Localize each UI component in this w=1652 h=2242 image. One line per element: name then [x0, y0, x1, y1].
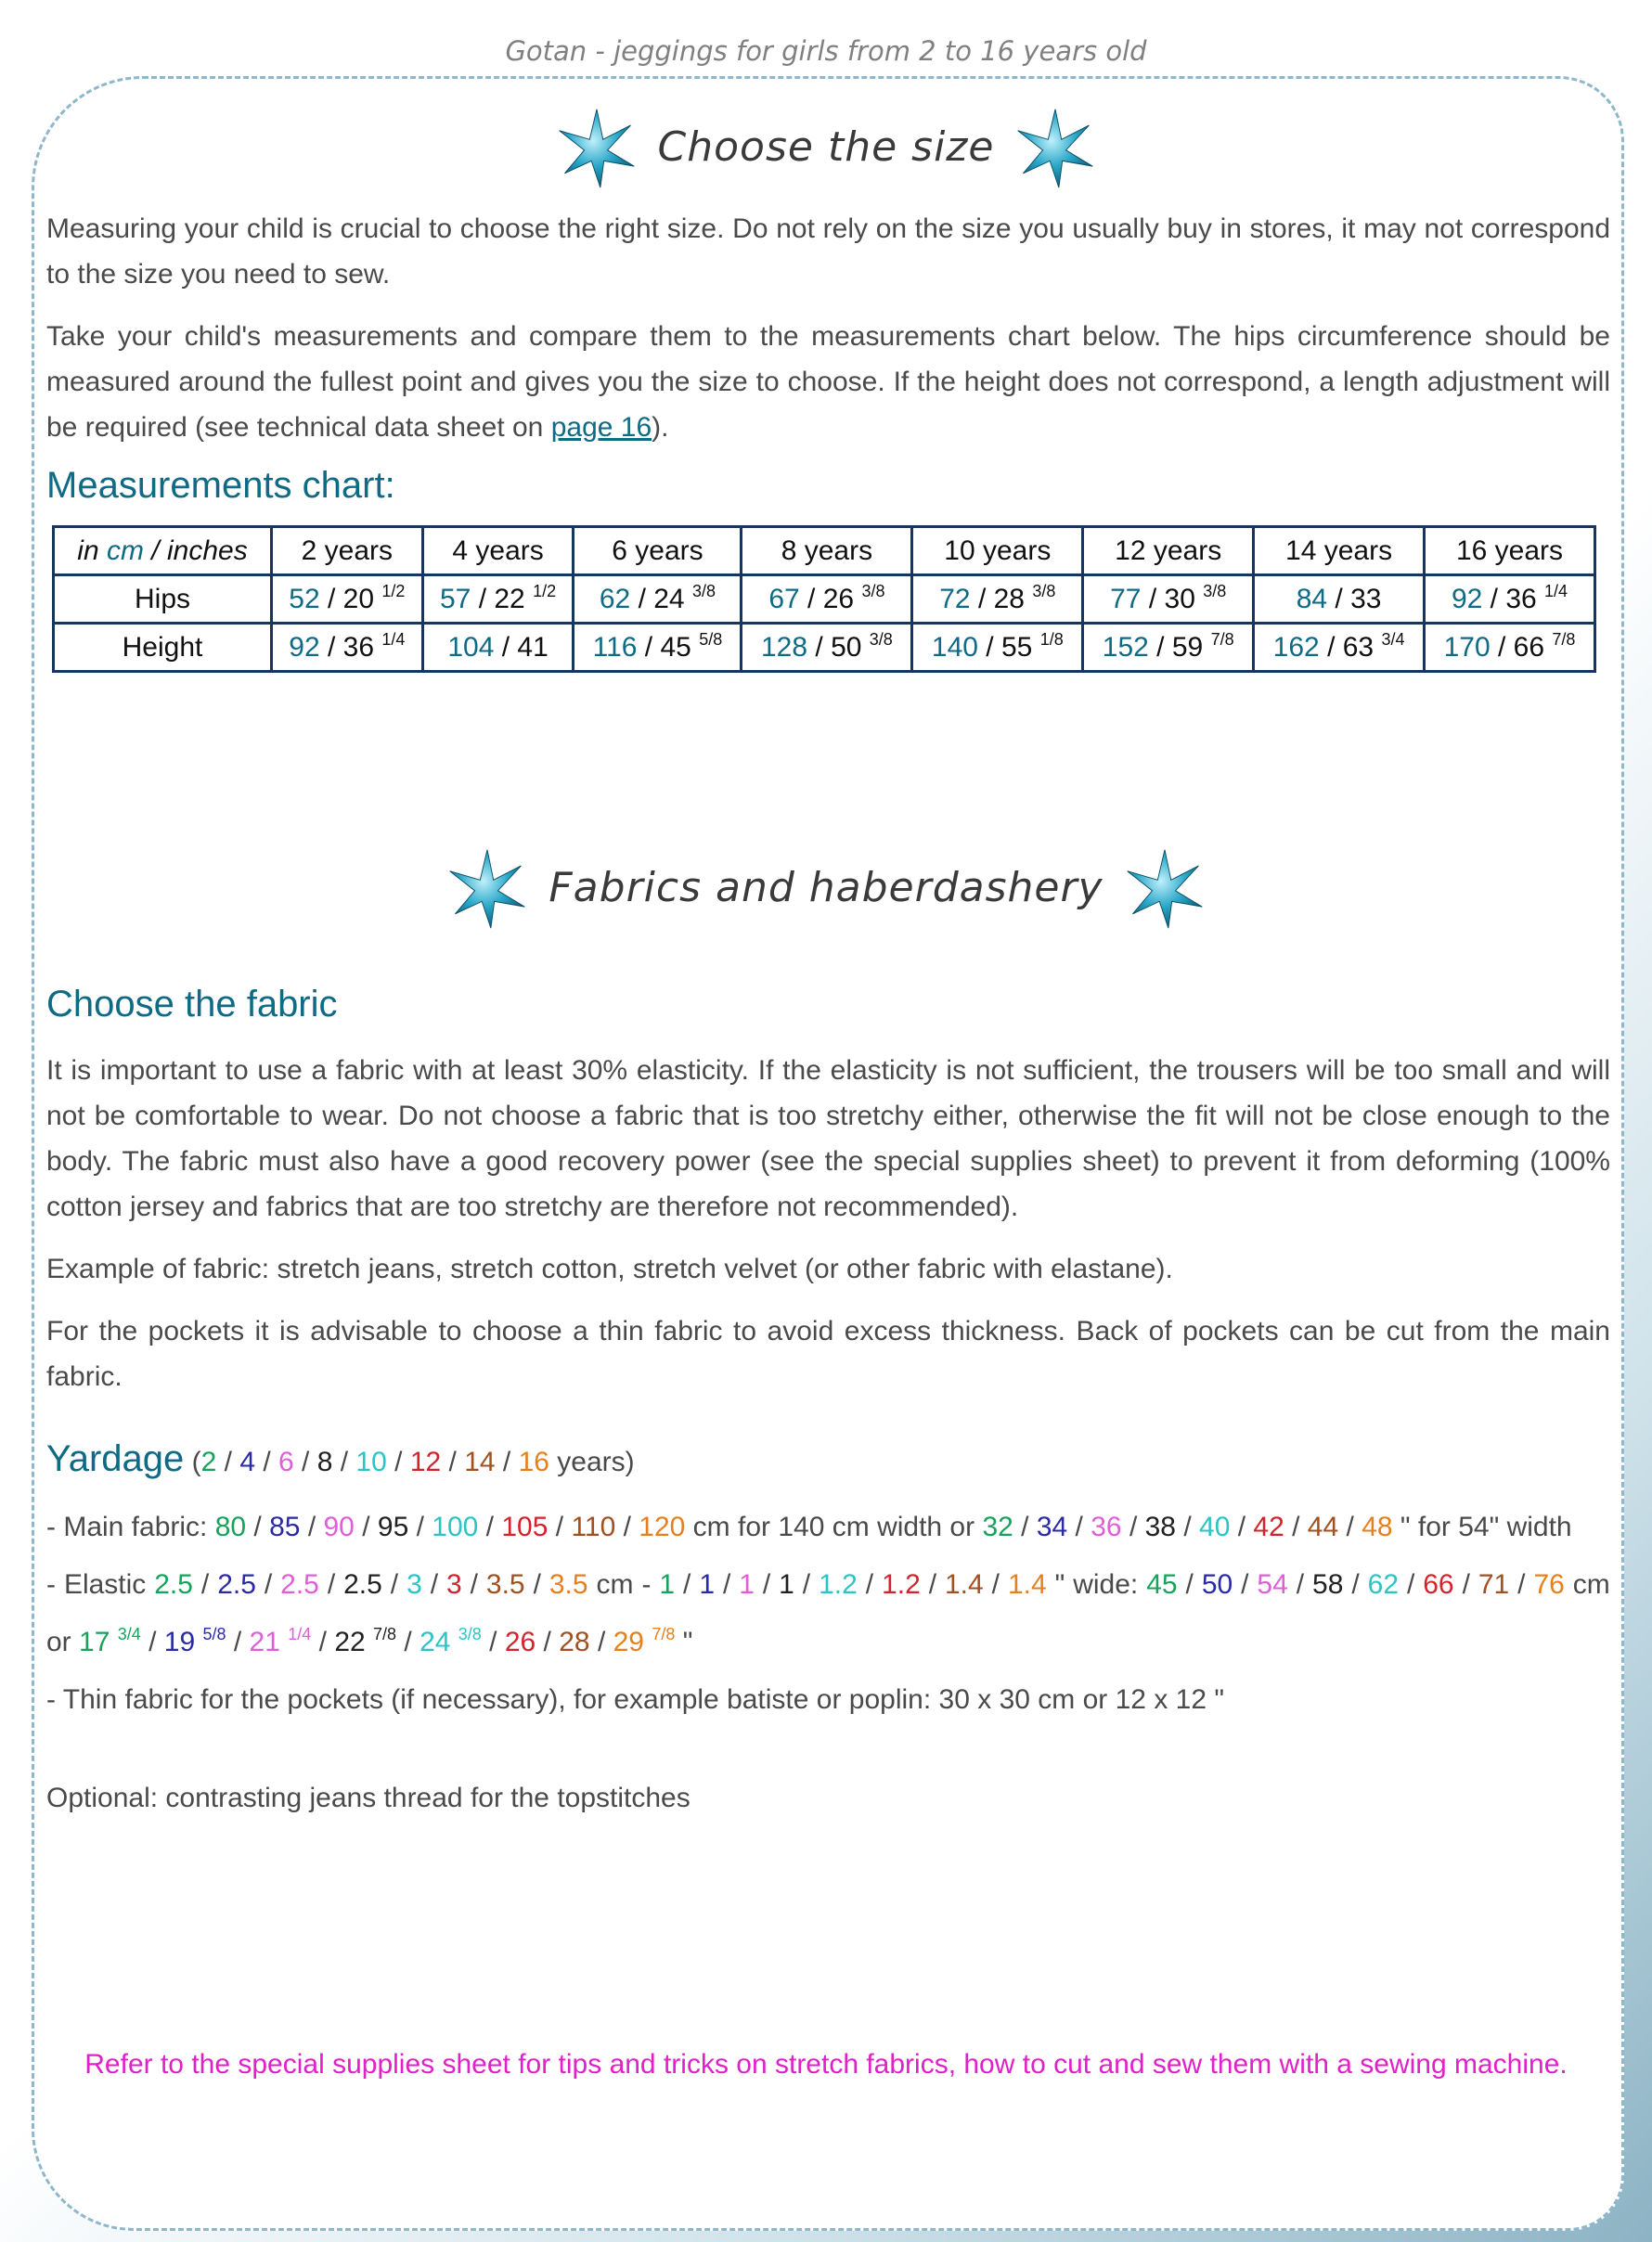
table-cell — [422, 624, 574, 672]
size-value: 1.4 — [945, 1569, 984, 1600]
thin-fabric-line: - Thin fabric for the pockets (if necessary), for example batiste or poplin: 30 x 30 cm or 12 x 12 " — [46, 1684, 1225, 1715]
inch-fraction: 3/8 — [1203, 581, 1227, 600]
cm-value: 77 — [1110, 583, 1142, 614]
table-cell — [1083, 575, 1254, 624]
size-value: 3 — [407, 1569, 422, 1600]
separator: / — [246, 1512, 270, 1542]
fabrics-title: Fabrics and haberdashery — [549, 863, 1103, 911]
inch-fraction: 3/8 — [691, 581, 716, 600]
separator: / — [589, 1627, 613, 1657]
size-value: 40 — [1199, 1512, 1231, 1542]
size-value: 58 — [1312, 1569, 1344, 1600]
size-value: 34 — [1036, 1512, 1068, 1542]
separator: / — [300, 1512, 324, 1542]
inch-value: 20 — [342, 583, 375, 614]
separator: / — [1013, 1512, 1037, 1542]
cm-value: 57 — [439, 583, 471, 614]
measurements-table — [52, 525, 1596, 673]
size-value: 10 — [355, 1447, 387, 1477]
separator: / — [1284, 1512, 1308, 1542]
size-value: 32 — [982, 1512, 1013, 1542]
size-value: 38 — [1144, 1512, 1176, 1542]
size-value: 2.5 — [217, 1569, 256, 1600]
inch-fraction: 3/4 — [1381, 629, 1405, 649]
choose-fabric-heading: Choose the fabric — [46, 984, 338, 1024]
cm-value: 140 — [931, 631, 978, 663]
separator: / — [255, 1447, 279, 1477]
column-header: 12 years — [1083, 527, 1254, 575]
table-cell — [912, 624, 1083, 672]
separator: / — [1230, 1512, 1254, 1542]
separator: / — [481, 1627, 505, 1657]
elastic-mid: " wide: — [1046, 1569, 1147, 1600]
size-value: 16 — [518, 1447, 549, 1477]
choose-size-title-row — [0, 102, 1652, 191]
size-value: 6 — [278, 1447, 294, 1477]
size-value-whole: 22 — [334, 1627, 366, 1657]
table-cell — [574, 624, 742, 672]
separator: / — [494, 631, 518, 663]
row-label: Hips — [54, 575, 272, 624]
separator: / — [807, 631, 832, 663]
separator: / — [441, 1447, 465, 1477]
yardage-sizes — [192, 1447, 635, 1477]
inch-value: 36 — [342, 631, 375, 663]
inch-fraction: 1/2 — [381, 581, 406, 600]
inch-value: 33 — [1350, 583, 1382, 614]
size-intro — [46, 206, 1610, 507]
table-cell — [1254, 575, 1425, 624]
size-value: 3 — [445, 1569, 462, 1600]
inch-fraction: 3/8 — [1032, 581, 1056, 600]
size-value — [164, 1627, 226, 1657]
inch-value: 30 — [1164, 583, 1195, 614]
cm-value: 104 — [447, 631, 495, 663]
column-header: 8 years — [742, 527, 912, 575]
separator: / — [318, 1569, 344, 1600]
separator: / — [1453, 1569, 1478, 1600]
separator: / — [354, 1512, 378, 1542]
fabric-paragraph-2: Example of fabric: stretch jeans, stretch cotton, stretch velvet (or other fabric with elastane). — [46, 1254, 1173, 1284]
size-value-whole: 28 — [559, 1627, 590, 1657]
column-header: 16 years — [1425, 527, 1595, 575]
size-value — [559, 1627, 589, 1657]
separator: / — [381, 1569, 407, 1600]
size-value: 45 — [1146, 1569, 1178, 1600]
optional-line: Optional: contrasting jeans thread for the topstitches — [46, 1783, 690, 1813]
inch-fraction: 5/8 — [699, 629, 723, 649]
cm-value: 52 — [289, 583, 320, 614]
cm-value: 72 — [939, 583, 971, 614]
separator: / — [630, 583, 654, 614]
separator: / — [548, 1512, 572, 1542]
inch-value: 45 — [660, 631, 691, 663]
size-value: 1.4 — [1007, 1569, 1047, 1600]
separator: / — [1343, 1569, 1368, 1600]
separator: / — [471, 583, 495, 614]
inch-fraction: 1/2 — [533, 581, 557, 600]
size-value: 71 — [1478, 1569, 1510, 1600]
cm-value: 62 — [599, 583, 631, 614]
separator: / — [1176, 1512, 1200, 1542]
separator: / — [754, 1569, 780, 1600]
sizes-suffix: years) — [549, 1447, 635, 1477]
separator: / — [192, 1569, 218, 1600]
table-cell — [1425, 624, 1595, 672]
separator: / — [255, 1569, 281, 1600]
size-value: 66 — [1423, 1569, 1454, 1600]
table-cell — [742, 575, 912, 624]
separator: / — [675, 1569, 700, 1600]
size-value: 85 — [269, 1512, 301, 1542]
size-value-whole: 24 — [419, 1627, 451, 1657]
elastic-mid: cm or — [46, 1569, 1610, 1657]
inch-fraction: 1/4 — [381, 629, 406, 649]
table-cell — [1425, 575, 1595, 624]
separator: / — [1233, 1569, 1258, 1600]
main-fabric-mid: cm for 140 cm width or — [685, 1512, 983, 1542]
size-value: 95 — [377, 1512, 409, 1542]
separator: / — [1327, 583, 1351, 614]
separator: / — [311, 1627, 335, 1657]
separator: / — [408, 1512, 432, 1542]
column-header: 14 years — [1254, 527, 1425, 575]
size-value: 1 — [699, 1569, 716, 1600]
size-value: 1.2 — [819, 1569, 858, 1600]
inch-fraction: 7/8 — [1210, 629, 1234, 649]
main-fabric-prefix: - Main fabric: — [46, 1512, 215, 1542]
separator: / — [1148, 631, 1172, 663]
size-value: 3.5 — [549, 1569, 588, 1600]
inch-value: 41 — [517, 631, 549, 663]
separator: / — [857, 1569, 883, 1600]
size-value — [505, 1627, 536, 1657]
size-value: 100 — [432, 1512, 479, 1542]
star-icon — [1120, 843, 1209, 932]
inch-value: 59 — [1171, 631, 1204, 663]
size-value: 50 — [1201, 1569, 1233, 1600]
size-value-whole: 21 — [249, 1627, 280, 1657]
size-value: 36 — [1091, 1512, 1122, 1542]
size-value: 2.5 — [343, 1569, 382, 1600]
inch-value: 22 — [494, 583, 525, 614]
fabrics-title-row — [0, 843, 1652, 932]
separator: / — [1067, 1512, 1091, 1542]
size-value: 2.5 — [280, 1569, 319, 1600]
inch-value: 66 — [1513, 631, 1545, 663]
star-icon — [552, 102, 641, 191]
separator: / — [615, 1512, 639, 1542]
separator: / — [386, 1447, 410, 1477]
size-value: 2.5 — [154, 1569, 193, 1600]
cm-value: 170 — [1443, 631, 1491, 663]
inch-fraction: 3/8 — [861, 581, 885, 600]
separator: / — [637, 631, 661, 663]
cm-value: 116 — [592, 631, 638, 663]
cm-value: 84 — [1296, 583, 1328, 614]
separator: / — [920, 1569, 945, 1600]
table-row-hips — [54, 575, 1595, 624]
column-header: 6 years — [574, 527, 742, 575]
elastic-suffix: " — [675, 1627, 693, 1657]
cm-value: 67 — [768, 583, 800, 614]
size-value: 1 — [739, 1569, 755, 1600]
separator: / — [1177, 1569, 1202, 1600]
supplies-note: Refer to the special supplies sheet for tips and tricks on stretch fabrics, how to cut and sew them with a sewing machine. — [84, 2049, 1568, 2080]
size-paragraph-2: Take your child's measurements and compare them to the measurements chart below. The hips circumference should be measured around the fullest point and gives you the size to choose. If the height does not correspond, a length adjustment will be required (see technical data sheet on page 16). — [46, 321, 1610, 443]
separator: / — [970, 583, 994, 614]
size-value: 12 — [409, 1447, 442, 1477]
cm-value: 92 — [289, 631, 320, 663]
size-value: 3.5 — [485, 1569, 525, 1600]
elastic-mid: cm - — [587, 1569, 660, 1600]
size-value: 120 — [639, 1512, 686, 1542]
cm-value: 128 — [761, 631, 808, 663]
paren: ( — [191, 1447, 201, 1477]
table-cell — [272, 624, 423, 672]
table-cell — [912, 575, 1083, 624]
size-value — [613, 1627, 676, 1657]
cm-value: 152 — [1102, 631, 1149, 663]
size-value: 48 — [1362, 1512, 1393, 1542]
elastic-prefix: - Elastic — [46, 1569, 155, 1600]
elastic-line — [46, 1556, 1610, 1671]
yardage-heading-line — [46, 1438, 1610, 1480]
separator: / — [794, 1569, 820, 1600]
separator: / — [1141, 583, 1165, 614]
separator: / — [799, 583, 823, 614]
row-label: Height — [54, 624, 272, 672]
size-value — [334, 1627, 396, 1657]
inch-fraction: 1/8 — [1039, 629, 1064, 649]
separator: / — [1121, 1512, 1145, 1542]
size-value: 1 — [659, 1569, 676, 1600]
size-value-fraction: 3/8 — [458, 1625, 482, 1643]
inch-fraction: 3/8 — [869, 629, 893, 649]
separator: / — [319, 583, 343, 614]
size-value: 1 — [779, 1569, 794, 1600]
separator: / — [1319, 631, 1343, 663]
cm-value: 162 — [1272, 631, 1320, 663]
main-fabric-line — [46, 1499, 1610, 1556]
table-cell — [1083, 624, 1254, 672]
separator: / — [977, 631, 1001, 663]
size-value: 8 — [316, 1447, 333, 1477]
size-value: 62 — [1367, 1569, 1400, 1600]
inch-value: 36 — [1505, 583, 1537, 614]
fabric-paragraph-3: For the pockets it is advisable to choose a thin fabric to avoid excess thickness. Back of pockets can be cut from the main fabric. — [46, 1316, 1610, 1392]
separator: / — [478, 1512, 502, 1542]
separator: / — [1482, 583, 1506, 614]
inch-value: 50 — [831, 631, 862, 663]
inch-value: 55 — [1000, 631, 1033, 663]
separator: / — [715, 1569, 740, 1600]
separator: / — [1338, 1512, 1362, 1542]
column-header: 4 years — [422, 527, 574, 575]
separator: / — [293, 1447, 317, 1477]
fabric-paragraph-1: It is important to use a fabric with at least 30% elasticity. If the elasticity is not sufficient, the trousers will be too small and will not be comfortable to wear. Do not choose a fabric that is too stretchy either, otherwise the fit will not be close enough to the body. The fabric must also have a good recovery power (see the special supplies sheet) to prevent it from deforming (100% cotton jersey and fabrics that are too stretchy are therefore not recommended). — [46, 1055, 1610, 1222]
separator: / — [332, 1447, 356, 1477]
separator: / — [1509, 1569, 1534, 1600]
size-value-fraction: 7/8 — [652, 1625, 676, 1643]
cm-value: 92 — [1451, 583, 1483, 614]
separator: / — [461, 1569, 486, 1600]
size-value: 14 — [464, 1447, 496, 1477]
table-cell — [1254, 624, 1425, 672]
separator: / — [421, 1569, 446, 1600]
size-paragraph-1: Measuring your child is crucial to choose the right size. Do not rely on the size you usually buy in stores, it may not correspond to the size you need to sew. — [46, 213, 1610, 290]
inch-value: 28 — [993, 583, 1025, 614]
table-cell — [272, 575, 423, 624]
size-value: 80 — [214, 1512, 247, 1542]
inch-fraction: 1/4 — [1544, 581, 1568, 600]
table-cell — [574, 575, 742, 624]
page-16-link[interactable]: page 16 — [550, 412, 652, 443]
size-value — [250, 1627, 312, 1657]
fabric-body — [46, 984, 1610, 1821]
table-row-height — [54, 624, 1595, 672]
separator: / — [319, 631, 343, 663]
size-value-whole: 17 — [79, 1627, 110, 1657]
size-value — [79, 1627, 141, 1657]
column-header: 2 years — [272, 527, 423, 575]
size-value: 105 — [501, 1512, 549, 1542]
size-value-fraction: 3/4 — [117, 1625, 141, 1643]
star-icon — [1011, 102, 1100, 191]
size-value-fraction: 7/8 — [373, 1625, 397, 1643]
size-value: 42 — [1253, 1512, 1284, 1542]
table-header-row — [54, 527, 1595, 575]
size-value: 110 — [571, 1512, 616, 1542]
table-cell — [422, 575, 574, 624]
choose-size-title: Choose the size — [657, 122, 995, 171]
separator: / — [524, 1569, 549, 1600]
size-value-fraction: 5/8 — [202, 1625, 226, 1643]
size-value-fraction: 1/4 — [288, 1625, 312, 1643]
size-value: 90 — [323, 1512, 355, 1542]
separator: / — [216, 1447, 240, 1477]
size-value: 4 — [239, 1447, 255, 1477]
size-value: 1.2 — [882, 1569, 921, 1600]
size-value-whole: 19 — [163, 1627, 196, 1657]
inch-value: 63 — [1342, 631, 1375, 663]
separator: / — [983, 1569, 1008, 1600]
unit-header-cell: in cm / inches — [54, 527, 272, 575]
separator: / — [226, 1627, 250, 1657]
size-value: 76 — [1533, 1569, 1565, 1600]
size-value-whole: 26 — [504, 1627, 536, 1657]
star-icon — [443, 843, 532, 932]
separator: / — [1287, 1569, 1313, 1600]
separator: / — [140, 1627, 164, 1657]
separator: / — [1399, 1569, 1424, 1600]
document-header: Gotan - jeggings for girls from 2 to 16 years old — [505, 35, 1147, 67]
separator: / — [396, 1627, 420, 1657]
size-value: 54 — [1257, 1569, 1288, 1600]
yardage-heading: Yardage — [46, 1438, 185, 1479]
size-value: 2 — [200, 1447, 217, 1477]
separator: / — [495, 1447, 519, 1477]
separator: / — [1490, 631, 1514, 663]
inch-value: 26 — [822, 583, 855, 614]
measurements-chart-heading: Measurements chart: — [46, 465, 395, 506]
column-header: 10 years — [912, 527, 1083, 575]
size-value-whole: 29 — [613, 1627, 644, 1657]
inch-fraction: 7/8 — [1552, 629, 1576, 649]
inch-value: 24 — [653, 583, 685, 614]
size-value: 44 — [1307, 1512, 1339, 1542]
separator: / — [536, 1627, 560, 1657]
size-value — [419, 1627, 482, 1657]
main-fabric-suffix: " for 54" width — [1392, 1512, 1572, 1542]
table-cell — [742, 624, 912, 672]
